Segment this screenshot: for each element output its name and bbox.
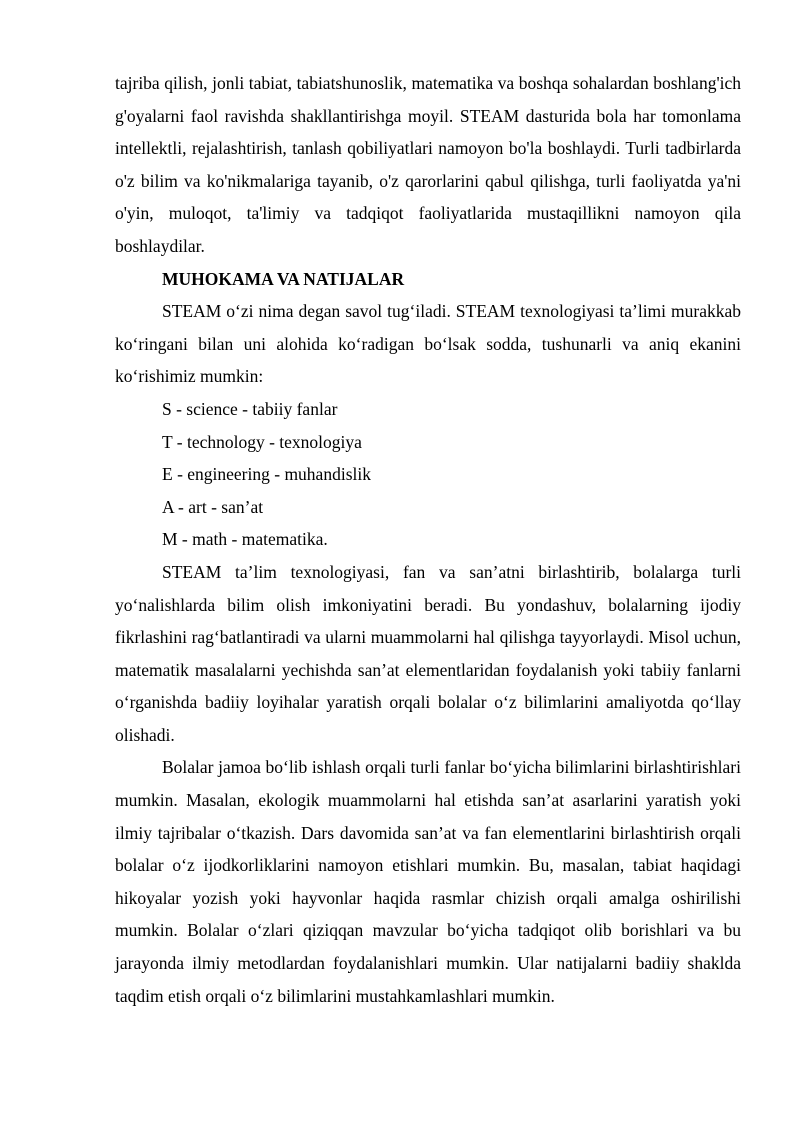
list-item-e: E - engineering - muhandislik <box>162 464 371 485</box>
document-page <box>115 67 741 1012</box>
paragraph-continuation: tajriba qilish, jonli tabiat, tabiatshunoslik, matematika va boshqa sohalardan boshlang'ich g'oyalarni faol ravishda shakllantirishga moyil. STEAM dasturida bola har tomonlama intellektli, rejalashtirish, tanlash qobiliyatlari namoyon bo'la boshlaydi. Turli tadbirlarda o'z bilim va ko'nikmalariga tayanib, o'z qarorlarini qabul qilishga, turli faoliyatda ya'ni o'yin, muloqot, ta'limiy va tadqiqot faoliyatlarida mustaqillikni namoyon qila boshlaydilar. <box>115 73 741 256</box>
paragraph-steam-education: STEAM ta’lim texnologiyasi, fan va san’atni birlashtirib, bolalarga turli yo‘nalishlarda bilim olish imkoniyatini beradi. Bu yondashuv, bolalarning ijodiy fikrlashini rag‘batlantiradi va ularni muammolarni hal qilishga tayyorlaydi. Misol uchun, matematik masalalarni yechishda san’at elementlaridan foydalanish yoki tabiiy fanlarni o‘rganishda badiiy loyihalar yaratish orqali bolalar o‘z bilimlarini amaliyotda qo‘llay olishadi. <box>115 561 741 745</box>
list-item-s: S - science - tabiiy fanlar <box>162 398 338 419</box>
steam-list <box>115 393 741 556</box>
paragraph-teamwork: Bolalar jamoa bo‘lib ishlash orqali turli fanlar bo‘yicha bilimlarini birlashtirishlari mumkin. Masalan, ekologik muammolarni hal etishda san’at asarlarini yaratish yoki ilmiy tajribalar o‘tkazish. Dars davomida san’at va fan elementlarini birlashtirish orqali bolalar o‘z ijodkorliklarini namoyon etishlari mumkin. Bu, masalan, tabiat haqidagi hikoyalar yozish yoki hayvonlar haqida rasmlar chizish orqali amalga oshirilishi mumkin. Bolalar o‘zlari qiziqqan mavzular bo‘yicha tadqiqot olib borishlari va bu jarayonda ilmiy metodlardan foydalanishlari mumkin. Ular natijalarni badiiy shaklda taqdim etish orqali o‘z bilimlarini mustahkamlashlari mumkin. <box>115 757 741 1006</box>
list-item-t: T - technology - texnologiya <box>162 431 362 452</box>
section-heading: MUHOKAMA VA NATIJALAR <box>162 268 405 289</box>
paragraph-intro: STEAM o‘zi nima degan savol tug‘iladi. STEAM texnologiyasi ta’limi murakkab ko‘ringani bilan uni alohida ko‘radigan bo‘lsak sodda, tushunarli va aniq ekanini ko‘rishimiz mumkin: <box>115 301 741 387</box>
list-item-a: A - art - san’at <box>162 496 264 517</box>
list-item-m: M - math - matematika. <box>162 529 328 550</box>
